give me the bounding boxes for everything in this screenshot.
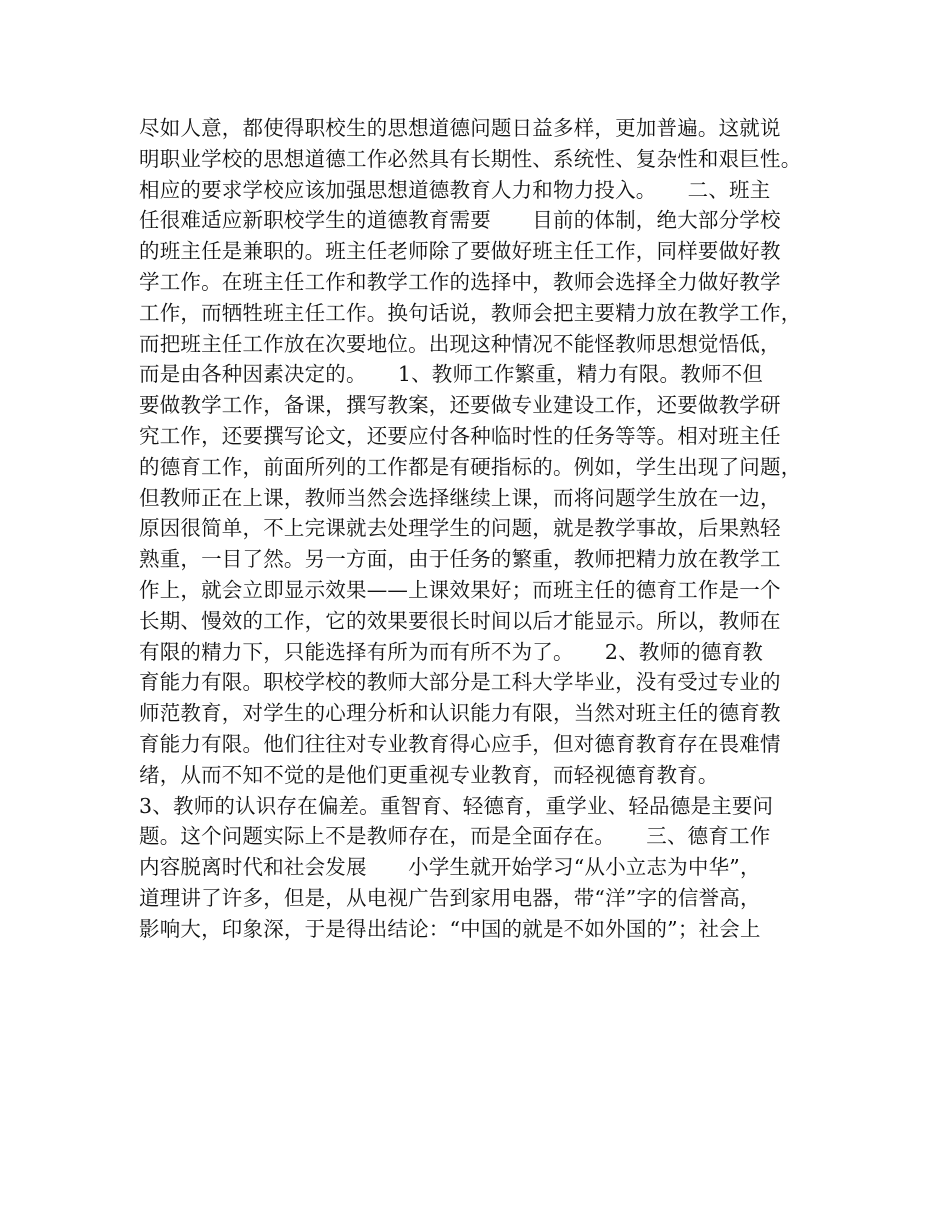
text-line: 的德育工作，前面所列的工作都是有硬指标的。例如，学生出现了问题， bbox=[139, 454, 802, 479]
text-line: 工作，而牺牲班主任工作。换句话说，教师会把主要精力放在教学工作， bbox=[139, 300, 802, 325]
text-line: 题。这个问题实际上不是教师存在，而是全面存在。 三、德育工作 bbox=[139, 824, 771, 849]
text-line: 尽如人意，都使得职校生的思想道德问题日益多样，更加普遍。这就说 bbox=[139, 116, 781, 140]
text-line: 明职业学校的思想道德工作必然具有长期性、系统性、复杂性和艰巨性。 bbox=[139, 146, 802, 171]
text-line: 影响大，印象深，于是得出结论：“中国的就是不如外国的”；社会上 bbox=[139, 916, 761, 941]
text-line: 师范教育，对学生的心理分析和认识能力有限，当然对班主任的德育教 bbox=[139, 701, 781, 726]
text-line: 熟重，一目了然。另一方面，由于任务的繁重，教师把精力放在教学工 bbox=[139, 547, 781, 572]
text-line: 原因很简单，不上完课就去处理学生的问题，就是教学事故，后果熟轻 bbox=[139, 516, 781, 541]
text-line: 作上，就会立即显示效果——上课效果好；而班主任的德育工作是一个 bbox=[139, 577, 781, 602]
text-line: 任很难适应新职校学生的道德教育需要 目前的体制，绝大部分学校 bbox=[139, 208, 781, 233]
body-text bbox=[139, 113, 839, 945]
text-line: 3、教师的认识存在偏差。重智育、轻德育，重学业、轻品德是主要问 bbox=[139, 793, 774, 818]
text-line: 有限的精力下，只能选择有所为而有所不为了。 2、教师的德育教 bbox=[139, 639, 763, 664]
text-line: 育能力有限。他们往往对专业教育得心应手，但对德育教育存在畏难情 bbox=[139, 731, 781, 756]
text-line: 育能力有限。职校学校的教师大部分是工科大学毕业，没有受过专业的 bbox=[139, 670, 781, 695]
text-line: 究工作，还要撰写论文，还要应付各种临时性的任务等等。相对班主任 bbox=[139, 423, 781, 448]
text-line: 绪，从而不知不觉的是他们更重视专业教育，而轻视德育教育。 bbox=[139, 762, 719, 787]
text-line: 而把班主任工作放在次要地位。出现这种情况不能怪教师思想觉悟低， bbox=[139, 331, 781, 356]
text-line: 内容脱离时代和社会发展 小学生就开始学习“从小立志为中华”， bbox=[139, 855, 761, 880]
text-line: 而是由各种因素决定的。 1、教师工作繁重，精力有限。教师不但 bbox=[139, 362, 763, 387]
text-line: 相应的要求学校应该加强思想道德教育人力和物力投入。 二、班主 bbox=[139, 177, 771, 202]
text-line: 学工作。在班主任工作和教学工作的选择中，教师会选择全力做好教学 bbox=[139, 269, 781, 294]
text-line: 要做教学工作，备课，撰写教案，还要做专业建设工作，还要做教学研 bbox=[139, 393, 781, 418]
text-line: 但教师正在上课，教师当然会选择继续上课，而将问题学生放在一边， bbox=[139, 485, 781, 510]
text-line: 长期、慢效的工作，它的效果要很长时间以后才能显示。所以，教师在 bbox=[139, 608, 781, 633]
text-line: 的班主任是兼职的。班主任老师除了要做好班主任工作，同样要做好教 bbox=[139, 239, 781, 264]
text-line: 道理讲了许多，但是，从电视广告到家用电器，带“洋”字的信誉高， bbox=[139, 885, 761, 910]
